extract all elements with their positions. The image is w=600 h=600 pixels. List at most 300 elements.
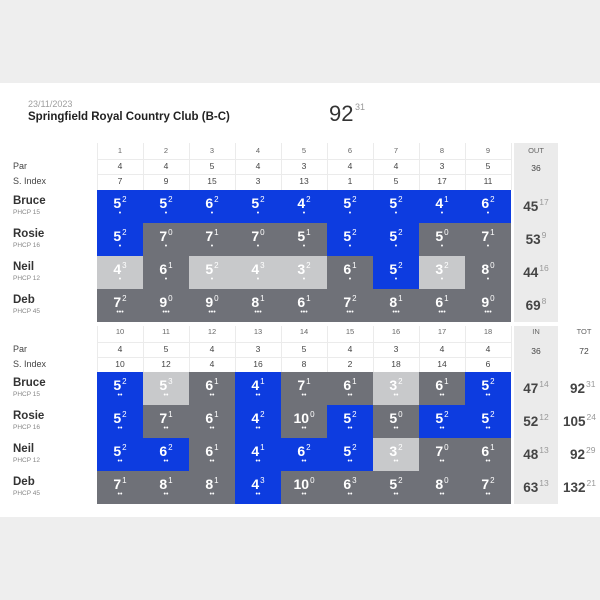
hole-par: 3 [393, 344, 399, 354]
score-cell[interactable] [465, 289, 511, 322]
shot-dots: •• [209, 491, 215, 498]
score-cell[interactable] [373, 289, 419, 322]
score-cell[interactable] [97, 223, 143, 256]
par-label: Par [13, 344, 28, 354]
strokes: $5^2$ [481, 377, 495, 393]
hole-sindex: 15 [207, 176, 217, 186]
player-subtotal: $45^{17}$ [523, 197, 549, 214]
strokes: $7^0$ [251, 228, 265, 244]
hole-number: 1 [117, 146, 123, 155]
stableford-points: 2 [214, 195, 219, 204]
shot-dots: •• [163, 392, 169, 399]
player-subtotal: $52^{12}$ [523, 412, 549, 429]
strokes: $5^2$ [389, 228, 403, 244]
hole-par: 5 [209, 161, 215, 171]
score-cell[interactable] [97, 372, 143, 405]
score-cell[interactable] [465, 438, 511, 471]
strokes: $3^2$ [297, 261, 311, 277]
hole-sindex: 4 [209, 359, 215, 369]
stableford-points: 0 [398, 410, 403, 419]
strokes: $8^1$ [159, 476, 173, 492]
round-date: 23/11/2023 [28, 99, 73, 109]
shot-dots: ••• [208, 309, 216, 316]
round-total: 92 [329, 101, 354, 126]
strokes: $6^1$ [343, 261, 357, 277]
score-cell[interactable] [189, 190, 235, 223]
shot-dots: •• [117, 491, 123, 498]
stableford-points: 2 [168, 443, 173, 452]
club-name: Springfield Royal Country Club (B-C) [28, 111, 230, 123]
score-cell[interactable] [281, 223, 327, 256]
strokes: $5^2$ [343, 443, 357, 459]
score-cell[interactable] [327, 190, 373, 223]
score-cell[interactable] [143, 405, 189, 438]
stableford-points: 1 [306, 377, 311, 386]
stableford-points: 0 [214, 294, 219, 303]
player-name: Deb [13, 294, 35, 306]
shot-dots: •• [347, 425, 353, 432]
hole-number: 3 [209, 146, 215, 155]
player-handicap: PHCP 15 [13, 209, 40, 216]
score-cell[interactable] [189, 372, 235, 405]
stableford-points: 1 [444, 294, 449, 303]
shot-dots: •• [393, 491, 399, 498]
shot-dots: • [210, 243, 214, 250]
hole-par: 4 [347, 344, 353, 354]
score-cell[interactable] [327, 471, 373, 504]
strokes: $4^3$ [251, 476, 265, 492]
strokes: $10^0$ [293, 476, 315, 492]
shot-dots: •• [301, 392, 307, 399]
score-cell[interactable] [143, 438, 189, 471]
shot-dots: •• [347, 491, 353, 498]
stableford-points: 2 [444, 261, 449, 270]
stableford-points: 1 [168, 476, 173, 485]
hole-number: 7 [393, 146, 399, 155]
hole-number: 8 [439, 146, 445, 155]
strokes: $8^1$ [205, 476, 219, 492]
stableford-points: 2 [398, 476, 403, 485]
hole-par: 3 [301, 161, 307, 171]
shot-dots: • [394, 276, 398, 283]
strokes: $5^2$ [113, 410, 127, 426]
player-name: Rosie [13, 410, 45, 422]
shot-dots: ••• [162, 309, 170, 316]
hole-par: 4 [347, 161, 353, 171]
score-cell[interactable] [327, 256, 373, 289]
player-subtotal: $44^{16}$ [523, 263, 549, 280]
strokes: $5^2$ [481, 410, 495, 426]
hole-sindex: 7 [117, 176, 123, 186]
summary-header: OUT [528, 146, 544, 155]
hole-number: 12 [207, 327, 217, 336]
shot-dots: • [118, 276, 122, 283]
shot-dots: •• [301, 491, 307, 498]
strokes: $6^1$ [205, 377, 219, 393]
player-name: Neil [13, 443, 35, 455]
strokes: $4^1$ [251, 443, 265, 459]
stableford-points: 0 [490, 261, 495, 270]
score-cell[interactable] [189, 256, 235, 289]
score-cell[interactable] [465, 405, 511, 438]
strokes: $5^1$ [297, 228, 311, 244]
strokes: $6^1$ [159, 261, 173, 277]
strokes: $7^2$ [481, 476, 495, 492]
score-cell[interactable] [419, 471, 465, 504]
score-cell[interactable] [419, 438, 465, 471]
stableford-points: 2 [398, 195, 403, 204]
stableford-points: 1 [306, 228, 311, 237]
shot-dots: • [210, 276, 214, 283]
stableford-points: 2 [352, 195, 357, 204]
shot-dots: •• [485, 491, 491, 498]
score-cell[interactable] [143, 372, 189, 405]
hole-par: 5 [485, 161, 491, 171]
score-cell[interactable] [281, 405, 327, 438]
score-cell[interactable] [143, 289, 189, 322]
stableford-points: 2 [490, 410, 495, 419]
grid-line [511, 326, 512, 372]
shot-dots: •• [255, 491, 261, 498]
hole-par: 3 [439, 161, 445, 171]
score-cell[interactable] [97, 471, 143, 504]
player-total: $105^{24}$ [563, 412, 596, 429]
shot-dots: •• [439, 425, 445, 432]
score-cell[interactable] [373, 223, 419, 256]
strokes: $8^0$ [481, 261, 495, 277]
score-cell[interactable] [189, 405, 235, 438]
score-cell[interactable] [281, 372, 327, 405]
summary-par: 36 [531, 346, 541, 356]
player-handicap: PHCP 16 [13, 242, 40, 249]
stableford-points: 1 [352, 377, 357, 386]
score-cell[interactable] [97, 438, 143, 471]
score-cell[interactable] [465, 471, 511, 504]
shot-dots: •• [485, 425, 491, 432]
shot-dots: •• [209, 392, 215, 399]
score-cell[interactable] [419, 405, 465, 438]
shot-dots: •• [439, 458, 445, 465]
shot-dots: • [394, 243, 398, 250]
score-cell[interactable] [189, 471, 235, 504]
score-cell[interactable] [143, 471, 189, 504]
score-cell[interactable] [143, 223, 189, 256]
shot-dots: • [440, 210, 444, 217]
score-cell[interactable] [327, 289, 373, 322]
score-cell[interactable] [419, 372, 465, 405]
stableford-points: 2 [122, 410, 127, 419]
stableford-points: 1 [306, 294, 311, 303]
score-cell[interactable] [327, 438, 373, 471]
stableford-points: 1 [214, 476, 219, 485]
player-subtotal: $53^9$ [525, 230, 547, 247]
shot-dots: • [302, 210, 306, 217]
stableford-points: 0 [260, 228, 265, 237]
hole-sindex: 8 [301, 359, 307, 369]
shot-dots: •• [347, 458, 353, 465]
stableford-points: 2 [260, 410, 265, 419]
score-cell[interactable] [143, 256, 189, 289]
hole-number: 14 [299, 327, 309, 336]
shot-dots: •• [117, 425, 123, 432]
player-name: Deb [13, 476, 35, 488]
shot-dots: •• [393, 392, 399, 399]
hole-sindex: 3 [255, 176, 261, 186]
shot-dots: • [302, 243, 306, 250]
hole-sindex: 14 [437, 359, 447, 369]
shot-dots: • [256, 243, 260, 250]
strokes: $5^2$ [435, 410, 449, 426]
hole-number: 15 [345, 327, 355, 336]
score-cell[interactable] [373, 190, 419, 223]
score-cell[interactable] [419, 223, 465, 256]
strokes: $5^0$ [435, 228, 449, 244]
stableford-points: 0 [444, 443, 449, 452]
stableford-points: 2 [306, 261, 311, 270]
hole-sindex: 11 [483, 176, 493, 186]
stableford-points: 3 [260, 476, 265, 485]
scorecard [0, 83, 600, 517]
score-cell[interactable] [235, 190, 281, 223]
score-cell[interactable] [373, 471, 419, 504]
hole-sindex: 17 [437, 176, 447, 186]
score-cell[interactable] [97, 405, 143, 438]
hole-par: 4 [393, 161, 399, 171]
strokes: $5^2$ [343, 195, 357, 211]
stableford-points: 0 [444, 228, 449, 237]
hole-number: 6 [347, 146, 353, 155]
shot-dots: •• [439, 392, 445, 399]
strokes: $4^3$ [113, 261, 127, 277]
shot-dots: ••• [484, 309, 492, 316]
score-cell[interactable] [97, 256, 143, 289]
score-cell[interactable] [327, 223, 373, 256]
strokes: $3^2$ [389, 443, 403, 459]
strokes: $6^2$ [481, 195, 495, 211]
player-handicap: PHCP 12 [13, 457, 40, 464]
shot-dots: ••• [254, 309, 262, 316]
shot-dots: • [210, 210, 214, 217]
subtotal-points: 16 [539, 263, 549, 273]
score-cell[interactable] [465, 372, 511, 405]
hole-number: 5 [301, 146, 307, 155]
score-cell[interactable] [189, 223, 235, 256]
player-total: $92^{31}$ [570, 379, 596, 396]
score-cell[interactable] [465, 256, 511, 289]
hole-sindex: 5 [393, 176, 399, 186]
score-grid [0, 83, 600, 517]
strokes: $4^2$ [251, 410, 265, 426]
player-handicap: PHCP 16 [13, 424, 40, 431]
score-cell[interactable] [419, 289, 465, 322]
score-cell[interactable] [373, 405, 419, 438]
score-cell[interactable] [465, 223, 511, 256]
stableford-points: 2 [122, 377, 127, 386]
player-handicap: PHCP 15 [13, 391, 40, 398]
score-cell[interactable] [97, 190, 143, 223]
score-cell[interactable] [281, 289, 327, 322]
score-cell[interactable] [373, 256, 419, 289]
grid-line [97, 342, 511, 343]
stableford-points: 0 [444, 476, 449, 485]
hole-sindex: 13 [299, 176, 309, 186]
shot-dots: •• [255, 425, 261, 432]
shot-dots: •• [301, 425, 307, 432]
stableford-points: 0 [168, 228, 173, 237]
score-cell[interactable] [419, 190, 465, 223]
strokes: $6^1$ [343, 377, 357, 393]
score-cell[interactable] [235, 405, 281, 438]
hole-par: 4 [439, 344, 445, 354]
score-cell[interactable] [373, 438, 419, 471]
hole-sindex: 6 [485, 359, 491, 369]
shot-dots: •• [347, 392, 353, 399]
stableford-points: 2 [398, 443, 403, 452]
strokes: $4^1$ [251, 377, 265, 393]
score-cell[interactable] [327, 405, 373, 438]
strokes: $9^0$ [205, 294, 219, 310]
stableford-points: 2 [398, 228, 403, 237]
strokes: $3^2$ [389, 377, 403, 393]
par-label: Par [13, 161, 28, 171]
hole-par: 4 [117, 161, 123, 171]
subtotal-points: 9 [541, 230, 547, 240]
player-subtotal: $69^8$ [525, 296, 547, 313]
score-cell[interactable] [327, 372, 373, 405]
summary-par: 36 [531, 163, 541, 173]
shot-dots: • [348, 243, 352, 250]
shot-dots: •• [163, 458, 169, 465]
stableford-points: 3 [352, 476, 357, 485]
shot-dots: •• [163, 491, 169, 498]
grid-line [97, 357, 511, 358]
hole-par: 4 [255, 161, 261, 171]
score-cell[interactable] [235, 289, 281, 322]
subtotal-points: 14 [539, 379, 549, 389]
strokes: $8^0$ [435, 476, 449, 492]
stableford-points: 2 [122, 228, 127, 237]
strokes: $6^1$ [205, 410, 219, 426]
player-name: Bruce [13, 195, 46, 207]
shot-dots: • [486, 243, 490, 250]
strokes: $6^2$ [205, 195, 219, 211]
score-cell[interactable] [235, 256, 281, 289]
stableford-points: 2 [490, 476, 495, 485]
stableford-points: 2 [444, 410, 449, 419]
strokes: $7^0$ [435, 443, 449, 459]
strokes: $5^0$ [389, 410, 403, 426]
stableford-points: 1 [260, 377, 265, 386]
score-cell[interactable] [235, 438, 281, 471]
subtotal-points: 13 [539, 478, 549, 488]
stableford-points: 1 [214, 228, 219, 237]
score-cell[interactable] [189, 289, 235, 322]
player-total: $92^{29}$ [570, 445, 596, 462]
grid-line [97, 174, 511, 175]
grid-line [511, 143, 512, 190]
hole-number: 11 [162, 327, 170, 336]
hole-sindex: 2 [347, 359, 353, 369]
score-cell[interactable] [281, 190, 327, 223]
score-cell[interactable] [143, 190, 189, 223]
score-cell[interactable] [235, 372, 281, 405]
shot-dots: ••• [116, 309, 124, 316]
shot-dots: •• [255, 458, 261, 465]
stableford-points: 3 [168, 377, 173, 386]
strokes: $5^3$ [159, 377, 173, 393]
stableford-points: 1 [214, 443, 219, 452]
stableford-points: 2 [490, 377, 495, 386]
hole-number: 4 [255, 146, 261, 155]
subtotal-points: 13 [539, 445, 549, 455]
shot-dots: • [348, 276, 352, 283]
stableford-points: 0 [310, 410, 315, 419]
stableford-points: 2 [122, 443, 127, 452]
shot-dots: •• [393, 425, 399, 432]
score-cell[interactable] [419, 256, 465, 289]
hole-par: 4 [117, 344, 123, 354]
stableford-points: 1 [444, 195, 449, 204]
shot-dots: •• [117, 392, 123, 399]
score-cell[interactable] [235, 471, 281, 504]
score-cell[interactable] [281, 256, 327, 289]
stableford-points: 2 [398, 377, 403, 386]
strokes: $8^1$ [251, 294, 265, 310]
stableford-points: 1 [490, 443, 495, 452]
stableford-points: 2 [352, 228, 357, 237]
score-cell[interactable] [281, 471, 327, 504]
stableford-points: 1 [444, 377, 449, 386]
hole-par: 5 [301, 344, 307, 354]
score-cell[interactable] [235, 223, 281, 256]
score-cell[interactable] [97, 289, 143, 322]
shot-dots: • [302, 276, 306, 283]
score-cell[interactable] [373, 372, 419, 405]
shot-dots: ••• [392, 309, 400, 316]
score-cell[interactable] [465, 190, 511, 223]
strokes: $9^0$ [159, 294, 173, 310]
strokes: $7^2$ [113, 294, 127, 310]
hole-number: 13 [253, 327, 263, 336]
strokes: $5^2$ [343, 410, 357, 426]
shot-dots: • [256, 210, 260, 217]
stableford-points: 2 [352, 294, 357, 303]
strokes: $4^2$ [297, 195, 311, 211]
hole-par: 4 [209, 344, 215, 354]
shot-dots: • [348, 210, 352, 217]
strokes: $7^1$ [297, 377, 311, 393]
stableford-points: 3 [122, 261, 127, 270]
player-subtotal: $48^{13}$ [523, 445, 549, 462]
stableford-points: 1 [352, 261, 357, 270]
score-cell[interactable] [281, 438, 327, 471]
shot-dots: • [164, 243, 168, 250]
score-cell[interactable] [189, 438, 235, 471]
stableford-points: 1 [214, 377, 219, 386]
player-subtotal: $63^{13}$ [523, 478, 549, 495]
strokes: $5^2$ [113, 228, 127, 244]
stableford-points: 1 [168, 410, 173, 419]
shot-dots: • [164, 276, 168, 283]
hole-number: 2 [163, 146, 169, 155]
strokes: $7^1$ [159, 410, 173, 426]
strokes: $5^2$ [205, 261, 219, 277]
stableford-points: 0 [168, 294, 173, 303]
shot-dots: •• [163, 425, 169, 432]
strokes: $5^2$ [113, 195, 127, 211]
shot-dots: ••• [346, 309, 354, 316]
shot-dots: • [394, 210, 398, 217]
